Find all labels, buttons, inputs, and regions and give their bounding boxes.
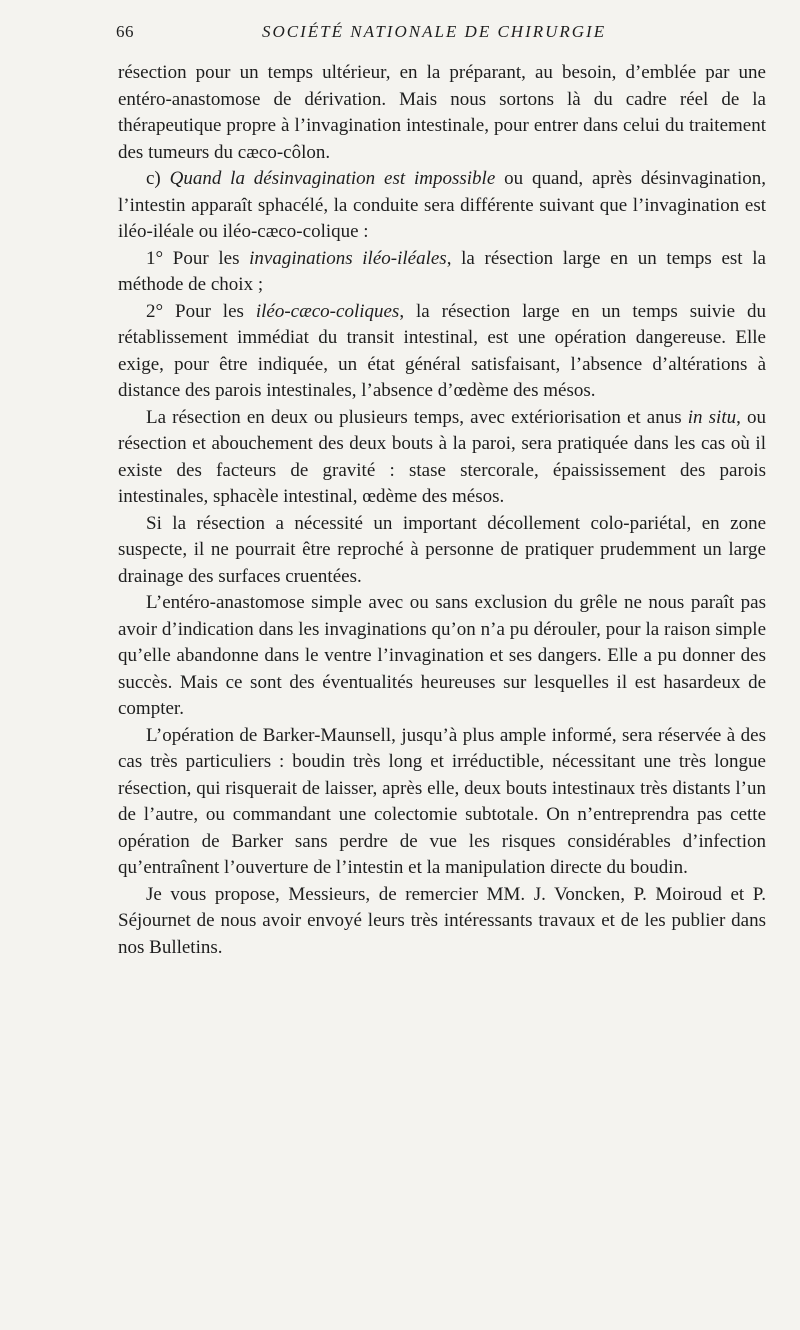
paragraph-4 [118,299,766,405]
paragraph-3-rest: , la résection large en un temps est la méthode de choix ; [118,247,766,295]
paragraph-3-italic: invaginations iléo-iléales [249,247,447,269]
running-head: SOCIÉTÉ NATIONALE DE CHIRURGIE [262,22,607,41]
paragraph-2 [118,166,766,246]
paragraph-5 [118,405,766,511]
paragraph-4-italic: iléo-cæco-coliques [255,300,400,322]
paragraph-2-italic: Quand la désinvagination est impossible [169,168,496,189]
paragraph-1: résection pour un temps ultérieur, en la préparant, au besoin, d’emblée par une entéro-anastomose de dérivation. Mais nous sortons là du cadre réel de la thérapeutique propre à l’invagination intestinale, pour entrer dans celui du traitement des tumeurs du cæco-côlon. [118,62,766,163]
page-number: 66 [116,22,134,41]
paragraph-9: Je vous propose, Messieurs, de remercier MM. J. Voncken, P. Moiroud et P. Séjournet de nous avoir envoyé leurs très intéressants travaux et de les publier dans nos Bulletins. [118,883,766,958]
paragraph-3 [118,246,766,299]
paragraph-8: L’opération de Barker-Maunsell, jusqu’à plus ample informé, sera réservée à des cas très particuliers : boudin très long et irréductible, nécessitant une très longue résection, qui risquerait de laisser, après elle, deux bouts intestinaux très distants l’un de l’autre, ou commandant une colectomie subtotale. On n’entreprendra pas cette opération de Barker sans perdre de vue les risques considérables d’infection qu’entraînent l’ouverture de l’intestin et la manipulation directe du boudin. [118,724,766,878]
paragraph-2-prefix: c) [146,168,170,189]
paragraph-7: L’entéro-anastomose simple avec ou sans exclusion du grêle ne nous paraît pas avoir d’indication dans les invaginations qu’on n’a pu dérouler, pour la raison simple qu’elle abandonne dans le ventre l’invagination et ses dangers. Elle a pu donner des succès. Mais ce sont des éventualités heureuses sur lesquelles il est hasardeux de compter. [118,592,766,719]
paragraph-5-rest: , ou résection et abouchement des deux bouts à la paroi, sera pratiquée dans les cas où il existe des facteurs de gravité : stase stercorale, épaississement des parois intestinales, sphacèle intestinal, œdème des mésos. [118,406,767,507]
body-text [118,60,766,961]
paragraph-6: Si la résection a nécessité un important décollement colo-pariétal, en zone suspecte, il ne pourrait être reproché à personne de pratiquer prudemment un large drainage des surfaces cruentées. [118,512,766,587]
paragraph-4-prefix: 2° Pour les [146,300,256,322]
paragraph-5-italic: in situ [687,406,737,428]
paragraph-4-rest: , la résection large en un temps suivie du rétablissement immédiat du transit intestinal, est une opération dangereuse. Elle exige, pour être indiquée, un état général satisfaisant, l’absence d’altérations à distance des parois intestinales, l’absence d’œdème des mésos. [118,300,766,401]
paragraph-3-prefix: 1° Pour les [146,247,250,269]
paragraph-5-prefix: La résection en deux ou plusieurs temps, avec extériorisation et anus [146,406,688,428]
paragraph-2-rest: ou quand, après désinvagination, l’intestin apparaît sphacélé, la conduite sera différente suivant que l’invagination est iléo-iléale ou iléo-cæco-colique : [118,168,766,242]
